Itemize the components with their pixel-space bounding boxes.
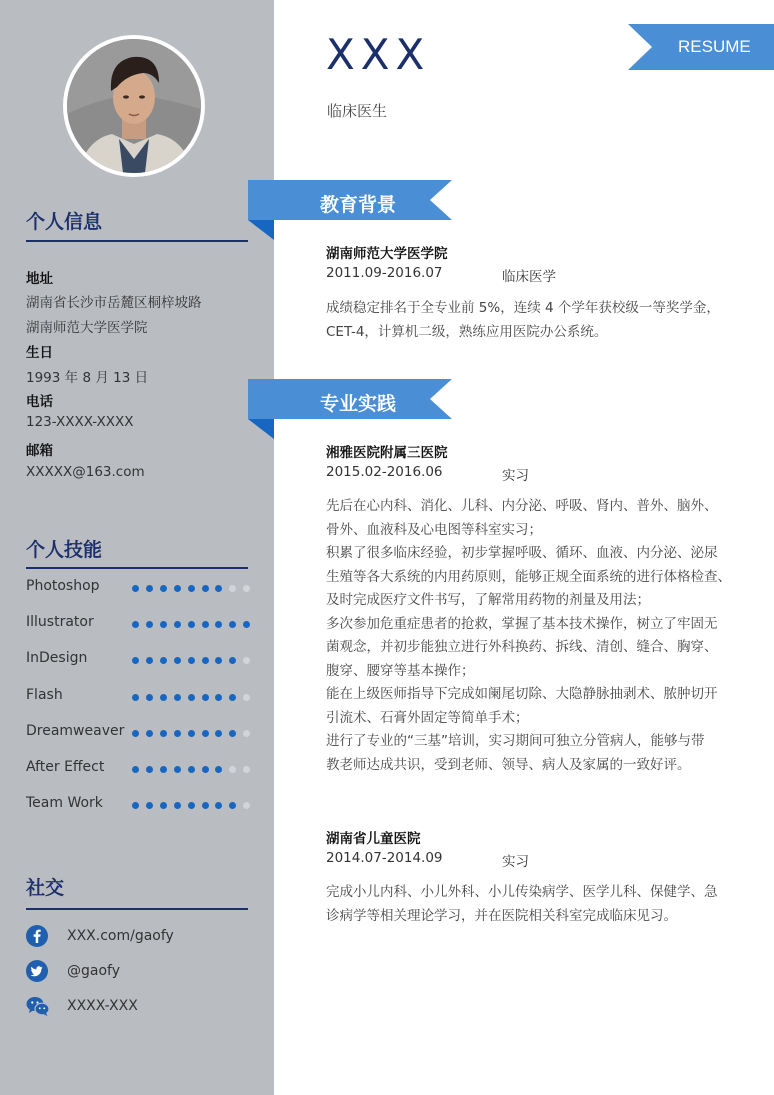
skill-dot-filled — [132, 802, 139, 809]
skill-name: After Effect — [26, 759, 105, 775]
practice-period: 2015.02-2016.06 — [326, 464, 443, 480]
education-period: 2011.09-2016.07 — [326, 265, 443, 281]
skill-dot-filled — [215, 585, 222, 592]
skill-row — [26, 650, 250, 670]
phone-value: 123-XXXX-XXXX — [26, 414, 134, 430]
description-line: 能在上级医师指导下完成如阑尾切除、大隐静脉抽剥术、脓肿切开 — [326, 686, 718, 702]
skill-dot-filled — [215, 802, 222, 809]
avatar — [63, 35, 205, 177]
skill-dot-filled — [146, 621, 153, 628]
resume-tag — [628, 24, 774, 70]
skill-dot-filled — [202, 802, 209, 809]
skill-dot-filled — [174, 621, 181, 628]
practice-role: 实习 — [502, 468, 529, 484]
resume-tag-label: RESUME — [678, 37, 751, 56]
skill-row — [26, 723, 250, 743]
skills-divider — [26, 567, 248, 569]
skill-dot-filled — [188, 621, 195, 628]
description-line: 骨外、血液科及心电图等科室实习； — [326, 521, 542, 538]
skill-dot-filled — [146, 766, 153, 773]
sidebar — [0, 0, 274, 1095]
description-line: 生殖等各大系统的内用药原则，能够正规全面系统的进行体格检查、 — [326, 568, 731, 585]
skill-row — [26, 687, 250, 707]
skill-dot-filled — [160, 766, 167, 773]
skill-dot-filled — [229, 657, 236, 664]
skill-dot-filled — [146, 694, 153, 701]
skill-dot-filled — [215, 657, 222, 664]
description-line: CET-4，计算机二级，熟练应用医院办公系统。 — [326, 323, 608, 340]
practice-banner — [248, 379, 452, 439]
practice-description — [326, 495, 731, 777]
personal-info-divider — [26, 240, 248, 242]
skill-dot-filled — [202, 657, 209, 664]
wechat-icon — [26, 995, 50, 1017]
skill-dot-filled — [202, 585, 209, 592]
birthday-value: 1993 年 8 月 13 日 — [26, 370, 149, 386]
skill-name: Team Work — [26, 795, 103, 811]
skill-dot-filled — [174, 802, 181, 809]
skill-dot-filled — [188, 585, 195, 592]
skill-dot-filled — [132, 621, 139, 628]
skill-dot-empty — [229, 766, 236, 773]
skill-dot-filled — [132, 730, 139, 737]
skill-dot-filled — [188, 730, 195, 737]
description-line: 引流术、石膏外固定等简单手术； — [326, 709, 529, 726]
skill-dot-filled — [160, 694, 167, 701]
facebook-handle: XXX.com/gaofy — [67, 928, 174, 944]
description-line: 先后在心内科、消化、儿科、内分泌、呼吸、肾内、普外、脑外、 — [326, 498, 718, 514]
skill-dot-filled — [188, 657, 195, 664]
skill-dot-filled — [188, 766, 195, 773]
description-line: 完成小儿内科、小儿外科、小儿传染病学、医学儿科、保健学、急 — [326, 884, 718, 900]
skill-dot-filled — [202, 621, 209, 628]
skill-dot-filled — [188, 694, 195, 701]
education-title: 教育背景 — [320, 194, 397, 216]
social-divider — [26, 908, 248, 910]
skill-dot-filled — [132, 694, 139, 701]
skill-dot-filled — [229, 694, 236, 701]
education-description — [326, 297, 726, 344]
skill-dot-filled — [215, 766, 222, 773]
skill-dot-filled — [146, 585, 153, 592]
twitter-icon — [26, 960, 48, 982]
skill-dot-filled — [202, 694, 209, 701]
skill-name: Illustrator — [26, 614, 94, 630]
skill-dot-filled — [215, 730, 222, 737]
practice-org: 湘雅医院附属三医院 — [326, 445, 448, 461]
wechat-id: XXXX-XXX — [67, 998, 138, 1014]
skill-name: InDesign — [26, 650, 88, 666]
skill-dot-filled — [174, 766, 181, 773]
practice-period: 2014.07-2014.09 — [326, 850, 443, 866]
skill-dot-filled — [160, 730, 167, 737]
skill-name: Photoshop — [26, 578, 100, 594]
personal-info-heading: 个人信息 — [26, 211, 103, 233]
description-line: 诊病学等相关理论学习，并在医院相关科室完成临床见习。 — [326, 907, 677, 924]
description-line: 菌观念，并初步能独立进行外科换药、拆线、清创、缝合、胸穿、 — [326, 639, 718, 655]
email-value: XXXXX@163.com — [26, 464, 145, 480]
skill-dot-filled — [160, 802, 167, 809]
description-line: 多次参加危重症患者的抢救，掌握了基本技术操作，树立了牢固无 — [326, 615, 718, 632]
skill-row — [26, 795, 250, 815]
skill-dot-filled — [132, 585, 139, 592]
description-line: 成绩稳定排名于全专业前 5%，连续 4 个学年获校级一等奖学金， — [326, 300, 720, 316]
address-line-2: 湖南师范大学医学院 — [26, 320, 148, 336]
skill-dot-filled — [160, 657, 167, 664]
skill-dot-filled — [174, 694, 181, 701]
skill-dot-filled — [215, 621, 222, 628]
skill-dot-empty — [243, 694, 250, 701]
description-line: 积累了很多临床经验，初步掌握呼吸、循环、血液、内分泌、泌尿 — [326, 545, 718, 561]
skill-dot-empty — [243, 766, 250, 773]
practice-role: 实习 — [502, 854, 529, 870]
description-line: 教老师达成共识，受到老师、领导、病人及家属的一致好评。 — [326, 756, 691, 773]
description-line: 腹穿、腰穿等基本操作； — [326, 662, 475, 679]
skill-dot-filled — [146, 802, 153, 809]
skill-dot-filled — [188, 802, 195, 809]
address-label: 地址 — [26, 271, 53, 287]
skill-dot-filled — [243, 621, 250, 628]
skill-dot-filled — [229, 730, 236, 737]
skill-dot-filled — [146, 657, 153, 664]
practice-description — [326, 881, 726, 928]
practice-title: 专业实践 — [320, 393, 397, 415]
education-major: 临床医学 — [502, 269, 556, 285]
skill-name: Dreamweaver — [26, 723, 125, 739]
skill-dot-empty — [243, 657, 250, 664]
skill-dot-empty — [243, 585, 250, 592]
skill-dot-filled — [160, 585, 167, 592]
phone-label: 电话 — [26, 394, 53, 410]
skill-dot-filled — [229, 621, 236, 628]
education-school: 湖南师范大学医学院 — [326, 246, 448, 262]
skill-row — [26, 614, 250, 634]
description-line: 进行了专业的“三基”培训，实习期间可独立分管病人，能够与带 — [326, 733, 705, 749]
email-label: 邮箱 — [26, 443, 53, 459]
skill-dot-filled — [174, 585, 181, 592]
skill-dot-filled — [229, 802, 236, 809]
skill-dot-filled — [174, 730, 181, 737]
skill-dot-filled — [146, 730, 153, 737]
skills-heading: 个人技能 — [26, 539, 103, 561]
skill-dot-empty — [229, 585, 236, 592]
skill-name: Flash — [26, 687, 63, 703]
description-line: 及时完成医疗文件书写，了解常用药物的剂量及用法； — [326, 592, 650, 608]
skill-row — [26, 759, 250, 779]
twitter-handle: @gaofy — [67, 963, 120, 979]
skill-dot-filled — [202, 766, 209, 773]
education-banner — [248, 180, 452, 240]
birthday-label: 生日 — [26, 345, 53, 361]
candidate-name: XXX — [326, 30, 431, 79]
skill-row — [26, 578, 250, 598]
skill-dot-filled — [215, 694, 222, 701]
skill-dot-empty — [243, 730, 250, 737]
practice-org: 湖南省儿童医院 — [326, 831, 421, 847]
skill-dot-filled — [160, 621, 167, 628]
skill-dot-filled — [132, 657, 139, 664]
profile-photo — [67, 39, 201, 173]
job-title: 临床医生 — [327, 102, 388, 120]
social-heading: 社交 — [26, 877, 65, 899]
skill-dot-filled — [202, 730, 209, 737]
skill-dot-filled — [132, 766, 139, 773]
facebook-icon — [26, 925, 48, 947]
address-line-1: 湖南省长沙市岳麓区桐梓坡路 — [26, 295, 202, 311]
skill-dot-empty — [243, 802, 250, 809]
skill-dot-filled — [174, 657, 181, 664]
